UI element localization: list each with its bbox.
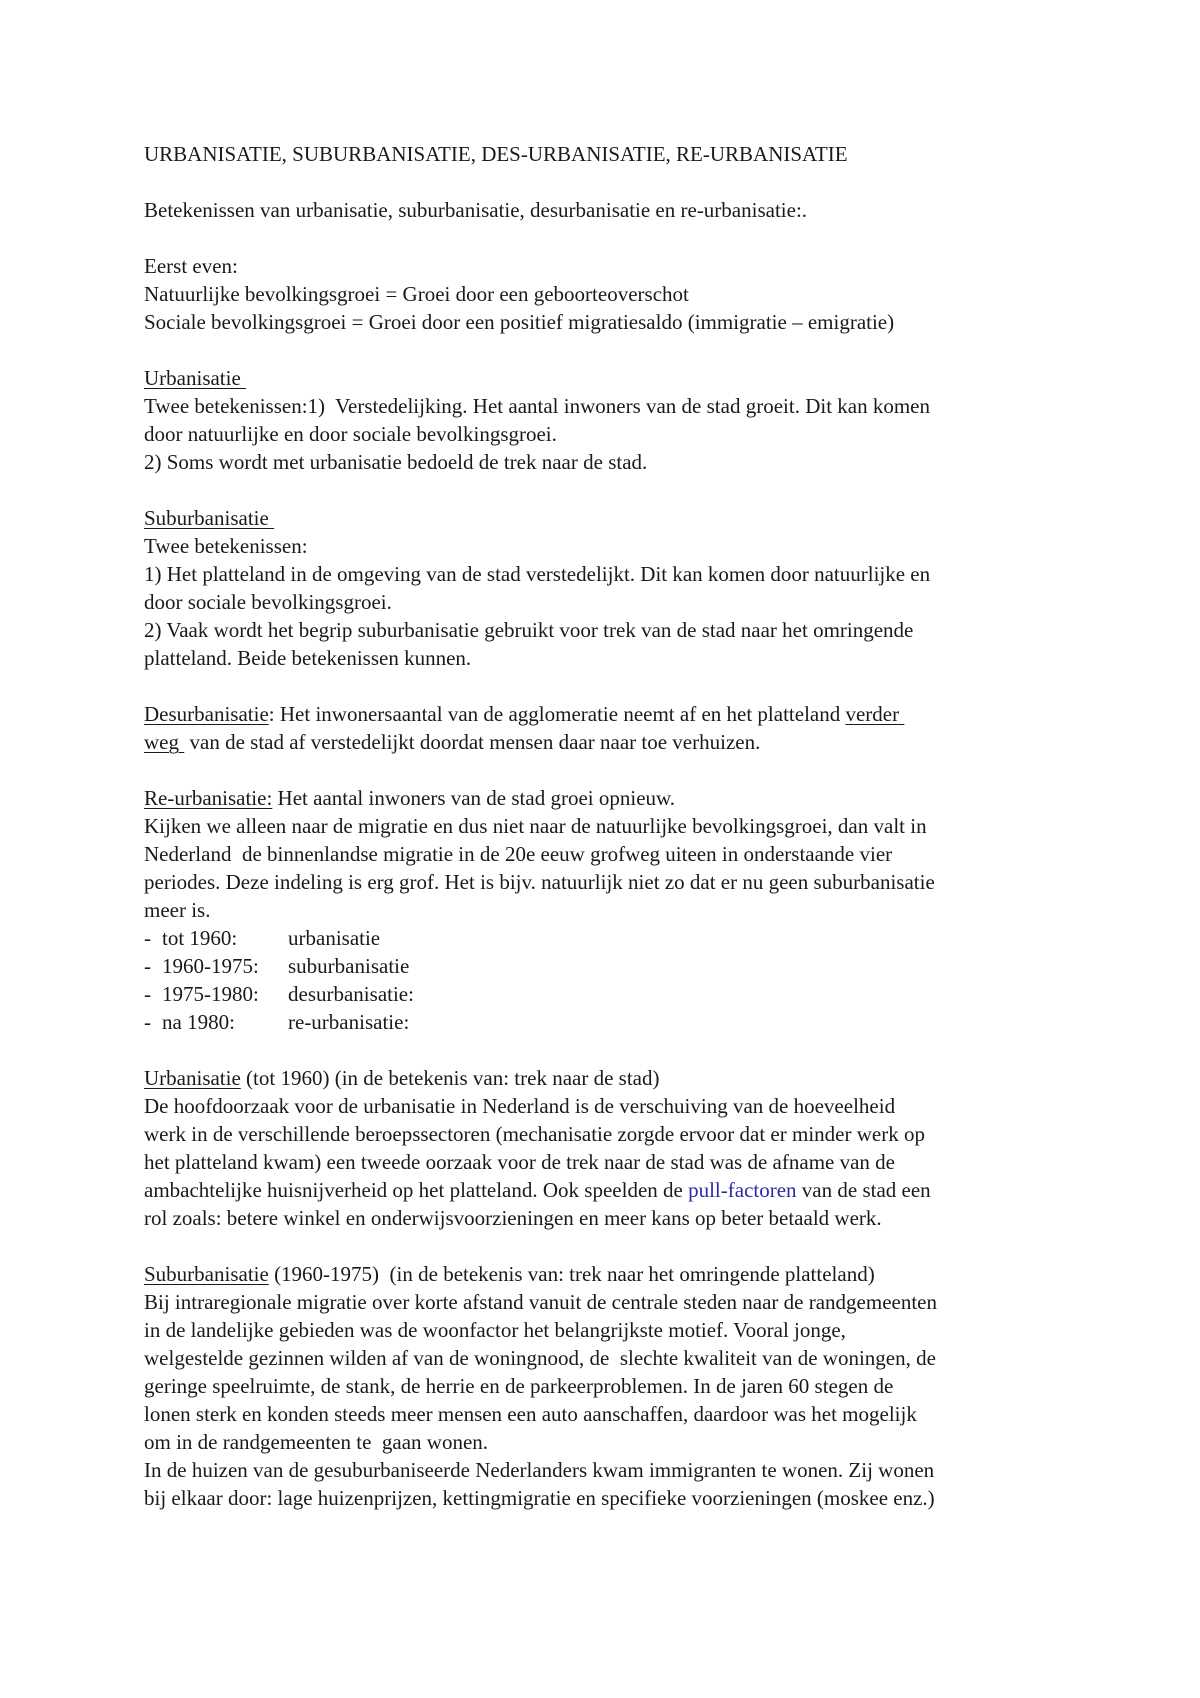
section-term-urbanisatie: Urbanisatie	[144, 1066, 241, 1090]
section-urbanisatie	[144, 364, 1084, 476]
paragraph-text: Het aantal inwoners van de stad groei opnieuw.	[272, 786, 676, 810]
paragraph-line: om in de randgemeenten te gaan wonen.	[144, 1430, 489, 1454]
paragraph-text: : Het inwonersaantal van de agglomeratie neemt af en het platteland	[268, 702, 846, 726]
underlined-phrase: verder	[845, 702, 905, 726]
section-suburbanisatie-detail	[144, 1260, 1084, 1512]
list-dash: -	[144, 954, 151, 978]
paragraph-line: lonen sterk en konden steeds meer mensen een auto aanschaffen, daardoor was het mogelijk	[144, 1402, 917, 1426]
section-heading-rest: (tot 1960) (in de betekenis van: trek naar de stad)	[240, 1066, 660, 1090]
definition-natural-growth: Natuurlijke bevolkingsgroei = Groei door een geboorteoverschot	[144, 282, 689, 306]
period-range: 1960-1975:	[162, 954, 259, 978]
paragraph-line: door natuurlijke en door sociale bevolkingsgroei.	[144, 422, 557, 446]
paragraph-line: periodes. Deze indeling is erg grof. Het is bijv. natuurlijk niet zo dat er nu geen suburbanisatie	[144, 870, 935, 894]
periods-list	[144, 924, 1084, 1036]
paragraph-text: van de stad een	[796, 1178, 931, 1202]
section-term-suburbanisatie: Suburbanisatie	[144, 1262, 269, 1286]
paragraph-line: 2) Soms wordt met urbanisatie bedoeld de trek naar de stad.	[144, 450, 648, 474]
period-range: 1975-1980:	[162, 982, 259, 1006]
paragraph-line: werk in de verschillende beroepssectoren (mechanisatie zorgde ervoor dat er minder werk op	[144, 1122, 925, 1146]
document-page	[144, 140, 1084, 1512]
definition-social-growth: Sociale bevolkingsgroei = Groei door een positief migratiesaldo (immigratie – emigratie)	[144, 310, 895, 334]
paragraph-line: 2) Vaak wordt het begrip suburbanisatie gebruikt voor trek van de stad naar het omringende	[144, 618, 914, 642]
list-item	[144, 952, 1084, 980]
paragraph-line: Twee betekenissen:	[144, 534, 308, 558]
list-dash: -	[144, 926, 151, 950]
paragraph-line: het platteland kwam) een tweede oorzaak voor de trek naar de stad was de afname van de	[144, 1150, 895, 1174]
paragraph-line: rol zoals: betere winkel en onderwijsvoorzieningen en meer kans op beter betaald werk.	[144, 1206, 882, 1230]
list-item	[144, 924, 1084, 952]
section-term-reurbanisatie: Re-urbanisatie:	[144, 786, 273, 810]
paragraph-line: Twee betekenissen:1) Verstedelijking. Het aantal inwoners van de stad groeit. Dit kan komen	[144, 394, 931, 418]
section-heading-rest: (1960-1975) (in de betekenis van: trek naar het omringende platteland)	[268, 1262, 875, 1286]
paragraph-line: Kijken we alleen naar de migratie en dus niet naar de natuurlijke bevolkingsgroei, dan valt in	[144, 814, 927, 838]
paragraph-text: van de stad af verstedelijkt doordat mensen daar naar toe verhuizen.	[184, 730, 761, 754]
section-reurbanisatie	[144, 784, 1084, 924]
paragraph-line: Bij intraregionale migratie over korte afstand vanuit de centrale steden naar de randgemeenten	[144, 1290, 937, 1314]
section-urbanisatie-detail	[144, 1064, 1084, 1232]
pull-factoren-link[interactable]: pull-factoren	[688, 1178, 797, 1202]
section-term-desurbanisatie: Desurbanisatie	[144, 702, 269, 726]
paragraph-line: welgestelde gezinnen wilden af van de woningnood, de slechte kwaliteit van de woningen, de	[144, 1346, 936, 1370]
section-heading-urbanisatie: Urbanisatie	[144, 366, 247, 390]
underlined-phrase: weg	[144, 730, 185, 754]
list-item	[144, 1008, 1084, 1036]
period-range: tot 1960:	[162, 926, 238, 950]
period-label: re-urbanisatie:	[288, 1010, 410, 1034]
period-label: desurbanisatie:	[288, 982, 414, 1006]
definitions-heading: Eerst even:	[144, 254, 238, 278]
paragraph-text: ambachtelijke huisnijverheid op het platteland. Ook speelden de	[144, 1178, 689, 1202]
definitions-block	[144, 252, 1084, 336]
period-label: suburbanisatie	[288, 954, 410, 978]
paragraph-line: meer is.	[144, 898, 211, 922]
list-dash: -	[144, 982, 151, 1006]
document-title: URBANISATIE, SUBURBANISATIE, DES-URBANISATIE, RE-URBANISATIE	[144, 142, 848, 166]
paragraph-line: De hoofdoorzaak voor de urbanisatie in Nederland is de verschuiving van de hoeveelheid	[144, 1094, 896, 1118]
list-dash: -	[144, 1010, 151, 1034]
paragraph-line: geringe speelruimte, de stank, de herrie en de parkeerproblemen. In de jaren 60 stegen de	[144, 1374, 894, 1398]
paragraph-line: door sociale bevolkingsgroei.	[144, 590, 392, 614]
section-heading-suburbanisatie: Suburbanisatie	[144, 506, 275, 530]
paragraph-line: bij elkaar door: lage huizenprijzen, kettingmigratie en specifieke voorzieningen (moskee enz.)	[144, 1486, 935, 1510]
paragraph-line: In de huizen van de gesuburbaniseerde Nederlanders kwam immigranten te wonen. Zij wonen	[144, 1458, 935, 1482]
paragraph-line: Nederland de binnenlandse migratie in de 20e eeuw grofweg uiteen in onderstaande vier	[144, 842, 893, 866]
paragraph-line: platteland. Beide betekenissen kunnen.	[144, 646, 472, 670]
section-desurbanisatie	[144, 700, 1084, 756]
paragraph-line: 1) Het platteland in de omgeving van de stad verstedelijkt. Dit kan komen door natuurlijke en	[144, 562, 931, 586]
period-range: na 1980:	[162, 1010, 235, 1034]
period-label: urbanisatie	[288, 926, 381, 950]
list-item	[144, 980, 1084, 1008]
section-suburbanisatie	[144, 504, 1084, 672]
paragraph-line: in de landelijke gebieden was de woonfactor het belangrijkste motief. Vooral jonge,	[144, 1318, 846, 1342]
intro-paragraph: Betekenissen van urbanisatie, suburbanisatie, desurbanisatie en re-urbanisatie:.	[144, 198, 808, 222]
